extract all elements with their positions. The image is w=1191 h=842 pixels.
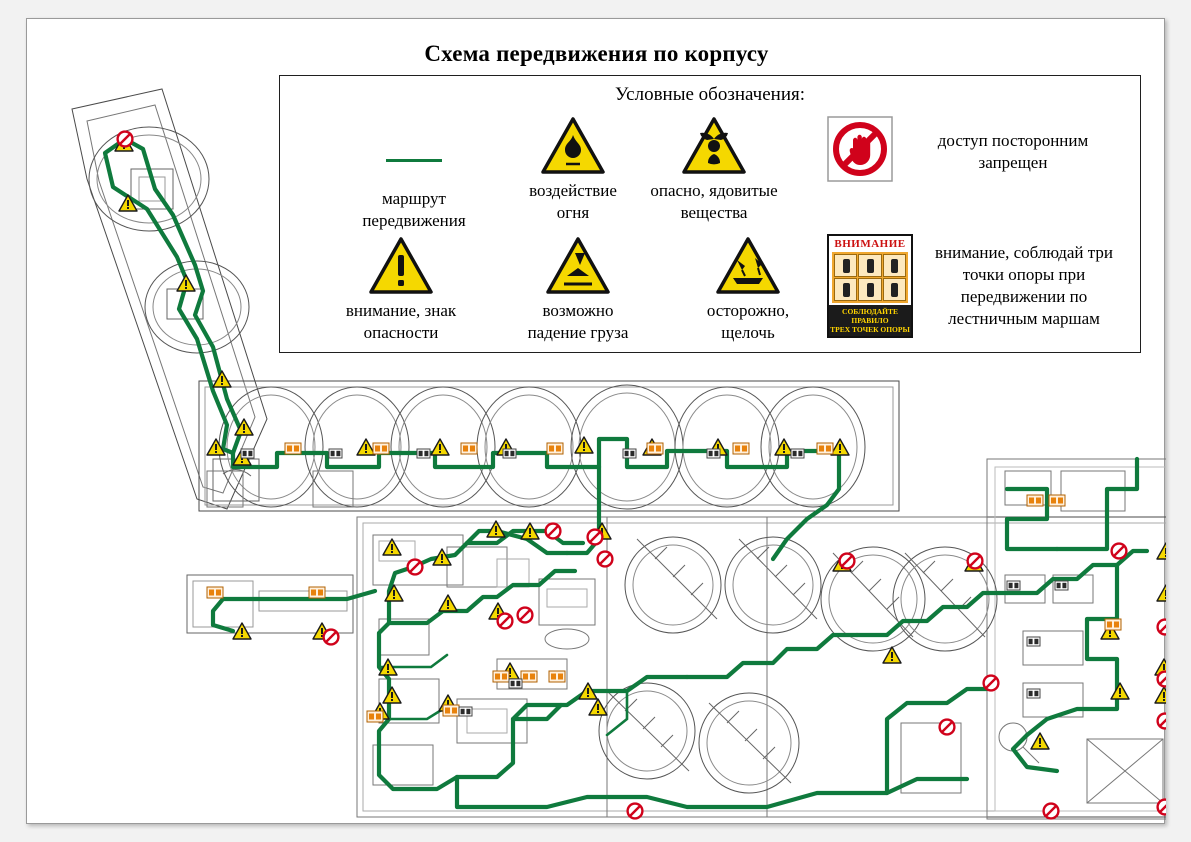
legend-item-no-entry xyxy=(898,130,1128,174)
drawing-sheet xyxy=(26,18,1165,824)
legend-label-alkali-line1: осторожно, xyxy=(706,301,790,320)
legend-item-toxic xyxy=(620,116,808,224)
legend-label-load-line1: возможно xyxy=(542,301,614,320)
warning-general-icon xyxy=(368,236,434,296)
no-entry-hand-icon xyxy=(827,116,893,182)
poster-footer-line2: ТРЕХ ТОЧЕК ОПОРЫ xyxy=(830,325,910,334)
poster-header: ВНИМАНИЕ xyxy=(829,236,911,250)
poster-pictograms xyxy=(832,252,908,303)
legend-label-points-line3: передвижении по xyxy=(960,287,1088,306)
legend-label-noentry-line2: запрещен xyxy=(978,153,1048,172)
legend-box xyxy=(279,75,1141,353)
legend-item-falling-load xyxy=(488,236,668,344)
legend-label-danger-line1: внимание, знак xyxy=(345,301,457,320)
poster-footer xyxy=(829,305,911,336)
page-title: Схема передвижения по корпусу xyxy=(424,41,769,66)
legend-label-danger-line2: опасности xyxy=(363,323,439,342)
legend-label-toxic-line1: опасно, ядовитые xyxy=(650,181,778,200)
legend-label-points-line4: лестничным маршам xyxy=(948,309,1100,328)
warning-toxic-icon xyxy=(681,116,747,176)
legend-item-alkali xyxy=(668,236,828,344)
legend-label-points-line1: внимание, соблюдай три xyxy=(934,243,1114,262)
legend-label-noentry-line1: доступ посторонним xyxy=(937,131,1089,150)
attention-poster-icon xyxy=(827,234,913,338)
legend-item-three-points-icon xyxy=(820,234,920,338)
legend-label-route-line2: передвижения xyxy=(362,211,466,230)
legend-label-fire-line1: воздействие xyxy=(529,181,617,200)
warning-falling-load-icon xyxy=(545,236,611,296)
legend-label-points-line2: точки опоры при xyxy=(962,265,1086,284)
legend-label-route-line1: маршрут xyxy=(382,189,446,208)
legend-label-alkali-line2: щелочь xyxy=(721,323,775,342)
warning-fire-icon xyxy=(540,116,606,176)
legend-label-load-line2: падение груза xyxy=(527,323,629,342)
green-line-swatch xyxy=(386,159,442,162)
legend-title: Условные обозначения: xyxy=(614,84,806,105)
poster-footer-line1: СОБЛЮДАЙТЕ ПРАВИЛО xyxy=(842,307,898,325)
legend-label-fire-line2: огня xyxy=(556,203,590,222)
legend-item-danger xyxy=(308,236,494,344)
legend-item-route xyxy=(316,132,512,232)
warning-corrosive-icon xyxy=(715,236,781,296)
legend-item-three-points xyxy=(910,242,1138,330)
legend-item-no-entry-icon xyxy=(820,116,900,182)
legend-label-toxic-line2: вещества xyxy=(680,203,748,222)
